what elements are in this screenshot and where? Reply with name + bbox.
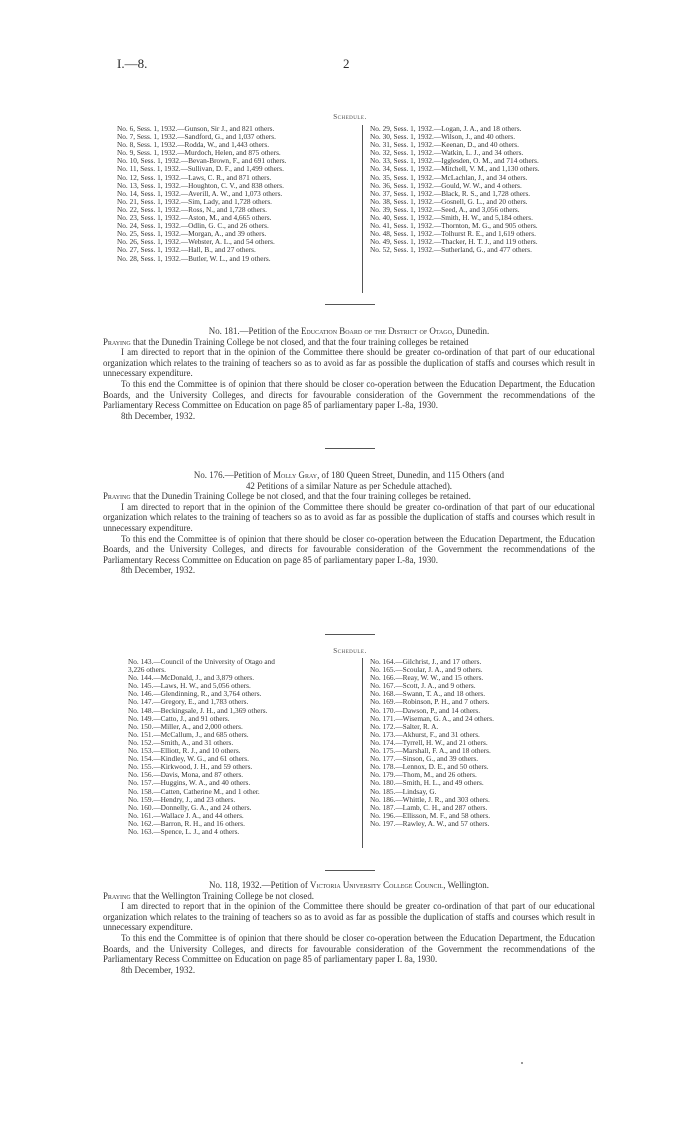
schedule-entry: No. 156.—Davis, Mona, and 87 others. (128, 770, 244, 780)
heading-text: , Wellington. (443, 880, 489, 890)
schedule-entry: No. 163.—Spence, L. J., and 4 others. (128, 826, 240, 836)
schedule-entry: No. 185.—Lindsay, G. (370, 786, 437, 796)
schedule-entry: No. 166.—Reay, W. W., and 15 others. (370, 673, 484, 683)
schedule-entry: No. 162.—Barron, R. H., and 16 others. (128, 818, 245, 828)
schedule-entry: No. 154.—Kindley, W. G., and 61 others. (128, 754, 249, 764)
schedule-entry: No. 12, Sess. 1, 1932.—Laws, C. R., and 871 others. (117, 172, 272, 182)
petition-181 (103, 326, 595, 421)
schedule-entry: No. 159.—Hendry, J., and 23 others. (128, 794, 236, 804)
schedule-entry: No. 148.—Beckingsale, J. H., and 1,369 others. (128, 705, 268, 715)
schedule-entry: No. 168.—Swann, T. A., and 18 others. (370, 689, 486, 699)
schedule-entry: No. 173.—Akhurst, F., and 31 others. (370, 729, 480, 739)
schedule-entry: No. 152.—Smith, A., and 31 others. (128, 737, 234, 747)
schedule-title: Schedule. (333, 113, 367, 121)
praying-word: Praying (103, 890, 131, 901)
schedule-entry: No. 180.—Smith, H. L., and 49 others. (370, 778, 484, 788)
schedule-entry: No. 170.—Dawson, P., and 14 others. (370, 705, 481, 715)
schedule-entry: No. 22, Sess. 1, 1932.—Ross, N., and 1,728 others. (117, 204, 267, 214)
schedule-entry: No. 24, Sess. 1, 1932.—Odlin, G. C., and 26 others. (117, 221, 269, 231)
schedule-entry: No. 179.—Thom, M., and 26 others. (370, 770, 477, 780)
schedule-entry: No. 177.—Sinson, G., and 39 others. (370, 754, 479, 764)
schedule-entry: No. 157.—Huggins, W. A., and 40 others. (128, 778, 251, 788)
schedule-entry: No. 165.—Scoular, J. A., and 9 others. (370, 665, 483, 675)
schedule-entry: No. 186.—Whittle, J. R., and 303 others. (370, 794, 490, 804)
page-number: 2 (343, 56, 350, 71)
schedule-entry: No. 13, Sess. 1, 1932.—Houghton, C. V., and 838 others. (117, 180, 284, 190)
petitioner-name: Molly Gray (273, 470, 318, 480)
schedule-right-column (370, 658, 494, 828)
heading-text: , of 180 Queen Street, Dunedin, and 115 Others (and (317, 470, 505, 480)
schedule-entry: No. 155.—Kirkwood, J. H., and 59 others. (128, 762, 253, 772)
heading-text: No. 181.—Petition of the (208, 326, 301, 336)
petition-heading (103, 326, 595, 337)
schedule-entry: No. 161.—Wallace J. A., and 44 others. (128, 810, 244, 820)
report-paragraph: I am directed to report that in the opinion of the Committee there should be greater co-ordination of that part of our educational organization which relates to the training of teachers so as to avoid as far as possible the duplication of staffs and courses which result in unnecessary expenditure. (103, 901, 595, 933)
schedule-entry: No. 196.—Ellisson, M. F., and 58 others. (370, 810, 491, 820)
schedule-entry: No. 39, Sess. 1, 1932.—Seed, A., and 3,056 others. (370, 204, 520, 214)
petitioner-name: Victoria University College Council (310, 880, 444, 890)
praying-text: that the Dunedin Training College be not closed, and that the four training colleges be retained. (130, 491, 471, 502)
report-paragraph: To this end the Committee is of opinion that there should be closer co-operation between the Education Department, the Education Boards, and the University Colleges, and directs for favourable consideration of the Government the recommendations of the Parliamentary Recess Committee on Education on page 85 of parliamentary paper I.-8a, 1930. (103, 378, 595, 411)
schedule-entry: No. 147.—Gregory, E., and 1,783 others. (128, 697, 249, 707)
schedule-entry: No. 151.—McCallum, J., and 685 others. (128, 729, 249, 739)
praying-word: Praying (103, 491, 131, 502)
report-paragraph: To this end the Committee is of opinion that there should be closer co-operation between the Education Department, the Education Boards, and the University Colleges, and directs for favourable consideration of the Government the recommendations of the Parliamentary Recess Committee on Education on page 85 of parliamentary paper I.-8a, 1930. (103, 533, 595, 565)
praying-text: that the Dunedin Training College be not closed, and that the four training colleges be retained (130, 336, 469, 347)
schedule-entry: No. 30, Sess. 1, 1932.—Wilson, J., and 40 others. (370, 132, 516, 142)
report-paragraph: To this end the Committee is of opinion that there should be closer co-operation between the Education Department, the Education Boards, and the University Colleges, and directs for favourable consideration of the Government the recommendations of the Parliamentary Recess Committee on Education on page 85 of parliamentary paper I. 8a, 1930. (103, 932, 595, 965)
column-divider (362, 658, 363, 848)
schedule-left-column (117, 125, 286, 263)
praying-clause (103, 337, 595, 348)
praying-clause (103, 491, 595, 502)
schedule-entry: No. 32, Sess. 1, 1932.—Watkin, L. J., and 34 others. (370, 148, 524, 158)
schedule-right-column (370, 125, 540, 255)
petition-118 (103, 880, 595, 975)
schedule-entry: No. 8, Sess. 1, 1932.—Rodda, W., and 1,443 others. (117, 140, 270, 150)
schedule-entry: No. 14, Sess. 1, 1932.—Averill, A. W., and 1,073 others. (117, 188, 283, 198)
schedule-entry: No. 23, Sess. 1, 1932.—Aston, M., and 4,665 others. (117, 213, 272, 223)
column-divider (362, 125, 363, 293)
report-date: 8th December, 1932. (121, 964, 196, 975)
schedule-entry: 3,226 others. (128, 665, 166, 675)
schedule-entry: No. 21, Sess. 1, 1932.—Sim, Lady, and 1,728 others. (117, 196, 272, 206)
praying-word: Praying (103, 336, 131, 347)
schedule-entry: No. 158.—Catten, Catherine M., and 1 other. (128, 786, 260, 796)
schedule-entry: No. 10, Sess. 1, 1932.—Bevan-Brown, F., and 691 others. (117, 156, 287, 166)
section-rule (325, 304, 375, 305)
report-paragraph: I am directed to report that in the opinion of the Committee there should be greater co-ordination of that part of our educational organization which relates to the training of teachers so as to avoid as far as possible the duplication of staffs and courses which result in unnecessary expenditure. (103, 501, 595, 533)
schedule-entry: No. 178.—Lennox, D. E., and 50 others. (370, 762, 489, 772)
petition-heading (103, 880, 595, 891)
schedule-entry: No. 153.—Elliott, R. J., and 10 others. (128, 746, 241, 756)
schedule-entry: No. 160.—Donnelly, G. A., and 24 others. (128, 802, 252, 812)
schedule-entry: No. 31, Sess. 1, 1932.—Keenan, D., and 40 others. (370, 140, 519, 150)
schedule-entry: No. 49, Sess. 1, 1932.—Thacker, H. T. J., and 119 others. (370, 237, 538, 247)
schedule-entry: No. 172.—Salter, R. A. (370, 721, 439, 731)
heading-text: , Dunedin. (451, 326, 490, 336)
schedule-entry: No. 38, Sess. 1, 1932.—Gosnell, G. L., and 20 others. (370, 196, 528, 206)
schedule-entry: No. 37, Sess. 1, 1932.—Black, R. S., and 1,728 others. (370, 188, 531, 198)
report-date: 8th December, 1932. (121, 410, 196, 421)
schedule-entry: No. 11, Sess. 1, 1932.—Sullivan, D. F., and 1,499 others. (117, 164, 284, 174)
report-paragraph: I am directed to report that in the opinion of the Committee there should be greater co-ordination of that part of our educational organization which relates to the training of teachers so as to avoid as far as possible the duplication of staffs and courses which result in unnecessary expenditure. (103, 347, 595, 379)
schedule-entry: No. 175.—Marshall, F. A., and 18 others. (370, 746, 491, 756)
schedule-entry: No. 174.—Tyrrell, H. W., and 21 others. (370, 737, 488, 747)
schedule-entry: No. 187.—Lamb, C. H., and 287 others. (370, 802, 488, 812)
schedule-entry: No. 28, Sess. 1, 1932.—Butler, W. L., and 19 others. (117, 253, 271, 263)
schedule-entry: No. 27, Sess. 1, 1932.—Hall, B., and 27 others. (117, 245, 256, 255)
schedule-left-column (128, 658, 275, 836)
schedule-entry: No. 143.—Council of the University of Otago and (128, 657, 275, 666)
schedule-entry: No. 144.—McDonald, J., and 3,879 others. (128, 673, 255, 683)
schedule-entry: No. 164.—Gilchrist, J., and 17 others. (370, 657, 482, 666)
heading-text: No. 176.—Petition of (193, 470, 274, 480)
schedule-entry: No. 150.—Miller, A., and 2,000 others. (128, 721, 243, 731)
schedule-entry: No. 146.—Glendinning, R., and 3,764 others. (128, 689, 262, 699)
schedule-entry: No. 25, Sess. 1, 1932.—Morgan, A., and 39 others. (117, 229, 267, 239)
heading-text: No. 118, 1932.—Petition of (209, 880, 311, 890)
schedule-entry: No. 9, Sess. 1, 1932.—Murdoch, Helen, and 875 others. (117, 148, 281, 158)
petition-176 (103, 470, 595, 576)
petitioner-name: Education Board of the District of Otago (300, 326, 452, 336)
page-reference: I.—8. (117, 56, 148, 71)
page-speck (521, 1062, 523, 1064)
schedule-entry: No. 34, Sess. 1, 1932.—Mitchell, V. M., and 1,130 others. (370, 164, 540, 174)
report-date: 8th December, 1932. (121, 565, 196, 576)
schedule-entry: No. 171.—Wiseman, G. A., and 24 others. (370, 713, 494, 723)
schedule-entry: No. 197.—Rawley, A. W., and 57 others. (370, 818, 490, 828)
schedule-entry: No. 149.—Catto, J., and 91 others. (128, 713, 230, 723)
schedule-entry: No. 26, Sess. 1, 1932.—Webster, A. L., and 54 others. (117, 237, 275, 247)
schedule-entry: No. 52, Sess. 1, 1932.—Sutherland, G., and 477 others. (370, 245, 532, 255)
section-rule (325, 870, 375, 871)
schedule-entry: No. 35, Sess. 1, 1932.—McLachlan, J., and 34 others. (370, 172, 528, 182)
schedule-entry: No. 33, Sess. 1, 1932.—Igglesden, O. M., and 714 others. (370, 156, 539, 166)
schedule-title: Schedule. (333, 647, 367, 655)
schedule-entry: No. 40, Sess. 1, 1932.—Smith, H. W., and 5,184 others. (370, 213, 533, 223)
schedule-entry: No. 145.—Laws, H. W., and 5,056 others. (128, 681, 251, 691)
heading-text: 42 Petitions of a similar Nature as per Schedule attached). (245, 480, 453, 491)
schedule-entry: No. 48, Sess. 1, 1932.—Tolhurst R. E., and 1,619 others. (370, 229, 536, 239)
schedule-entry: No. 36, Sess. 1, 1932.—Gould, W. W., and 4 others. (370, 180, 522, 190)
section-rule (325, 634, 375, 635)
schedule-entry: No. 29, Sess. 1, 1932.—Logan, J. A., and 18 others. (370, 124, 522, 133)
schedule-entry: No. 6, Sess. 1, 1932.—Gunson, Sir J., and 821 others. (117, 124, 275, 133)
praying-clause (103, 891, 595, 902)
schedule-entry: No. 7, Sess. 1, 1932.—Sandford, G., and 1,037 others. (117, 132, 276, 142)
schedule-entry: No. 41, Sess. 1, 1932.—Thornton, M. G., and 905 others. (370, 221, 538, 231)
schedule-entry: No. 169.—Robinson, P. H., and 7 others. (370, 697, 490, 707)
schedule-entry: No. 167.—Scott, J. A., and 9 others. (370, 681, 476, 691)
petition-heading (103, 470, 595, 491)
section-rule (325, 448, 375, 449)
praying-text: that the Wellington Training College be not closed. (130, 890, 314, 901)
